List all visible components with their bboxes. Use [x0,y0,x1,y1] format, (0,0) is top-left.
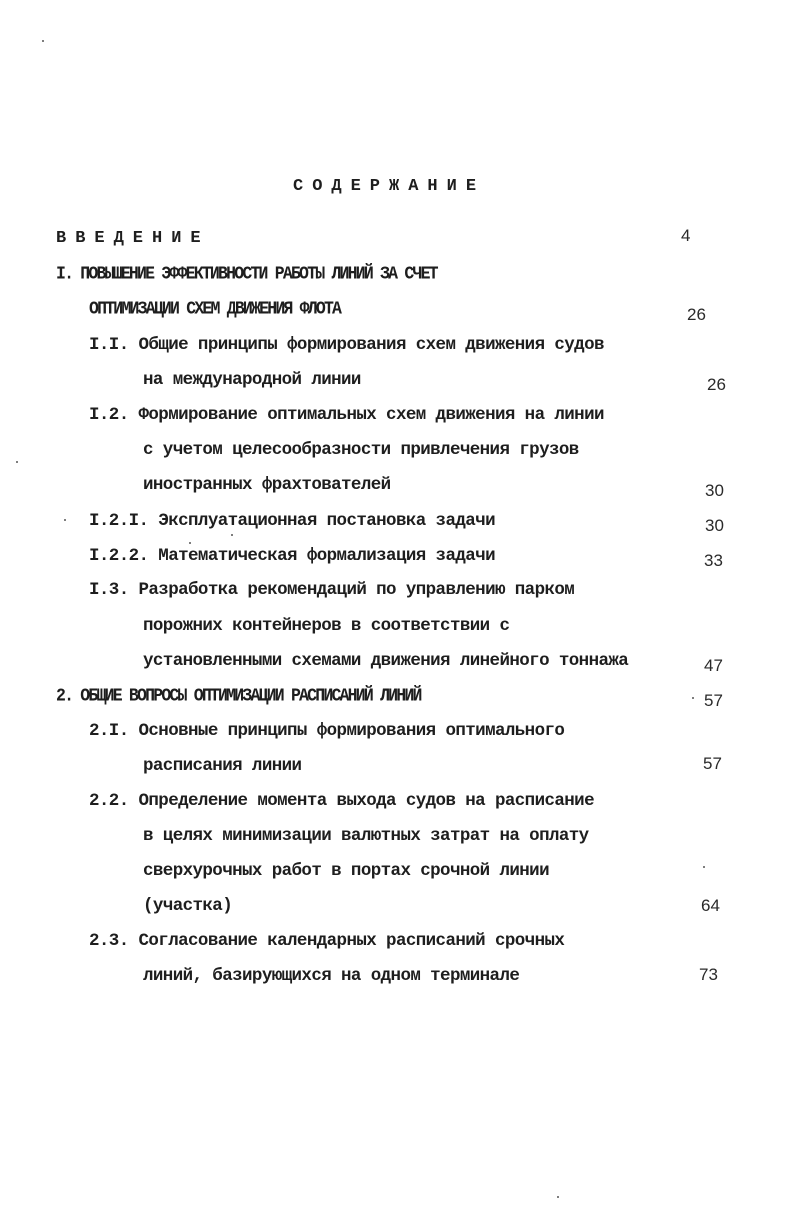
toc-s2-2-line4: (участка) [143,896,233,916]
toc-ch2-page: 57 [704,691,723,710]
toc-s2-2-line3: сверхурочных работ в портах срочной линии [143,861,549,881]
toc-s1-2-1-page: 30 [705,516,724,535]
toc-s1-1-page: 26 [707,375,726,394]
toc-intro-label: ВВЕДЕНИЕ [56,229,210,248]
toc-s2-3-line2: линий, базирующихся на одном терминале [143,966,520,986]
scan-speck [16,461,18,463]
toc-s1-2-2-page: 33 [704,551,723,570]
toc-s1-3-line2: порожних контейнеров в соответствии с [143,616,510,636]
scan-speck [42,40,44,42]
toc-s2-2-page: 64 [701,896,720,915]
toc-ch1-page: 26 [687,305,706,324]
scan-speck [557,1196,559,1198]
toc-s2-2-line1: 2.2. Определение момента выхода судов на расписание [89,791,594,811]
scan-speck [231,534,233,536]
scan-speck [64,519,66,521]
toc-ch1-line2: ОПТИМИЗАЦИИ СХЕМ ДВИЖЕНИЯ ФЛОТА [89,297,341,320]
scan-speck [189,542,191,544]
toc-s1-3-line1: I.3. Разработка рекомендаций по управлению парком [89,580,575,600]
toc-s2-1-line1: 2.I. Основные принципы формирования оптимального [89,721,565,741]
toc-s1-2-line3: иностранных фрахтователей [143,475,391,495]
toc-s1-2-line1: I.2. Формирование оптимальных схем движения на линии [89,405,604,425]
page-title: СОДЕРЖАНИЕ [293,177,486,196]
toc-s2-3-line1: 2.3. Согласование календарных расписаний срочных [89,931,565,951]
scan-speck [703,866,705,868]
toc-s2-2-line2: в целях минимизации валютных затрат на оплату [143,826,589,846]
toc-s1-2-page: 30 [705,481,724,500]
toc-ch1-line1: I. ПОВЫШЕНИЕ ЭФФЕКТИВНОСТИ РАБОТЫ ЛИНИЙ ЗА СЧЕТ [56,262,437,285]
toc-s1-1-line1: I.I. Общие принципы формирования схем движения судов [89,335,604,355]
toc-s1-2-2-line1: I.2.2. Математическая формализация задачи [89,546,495,566]
toc-s2-1-page: 57 [703,754,722,773]
toc-s1-2-line2: с учетом целесообразности привлечения грузов [143,440,579,460]
toc-s1-3-line3: установленными схемами движения линейного тоннажа [143,651,629,671]
toc-intro-page: 4 [681,226,691,245]
toc-s1-2-1-line1: I.2.I. Эксплуатационная постановка задачи [89,511,495,531]
toc-s2-1-line2: расписания линии [143,756,302,776]
toc-s1-3-page: 47 [704,656,723,675]
scan-speck [692,697,694,699]
toc-ch2-line1: 2. ОБЩИЕ ВОПРОСЫ ОПТИМИЗАЦИИ РАСПИСАНИЙ ЛИНИЙ [56,684,421,707]
toc-s2-3-page: 73 [699,965,718,984]
toc-s1-1-line2: на международной линии [143,370,361,390]
